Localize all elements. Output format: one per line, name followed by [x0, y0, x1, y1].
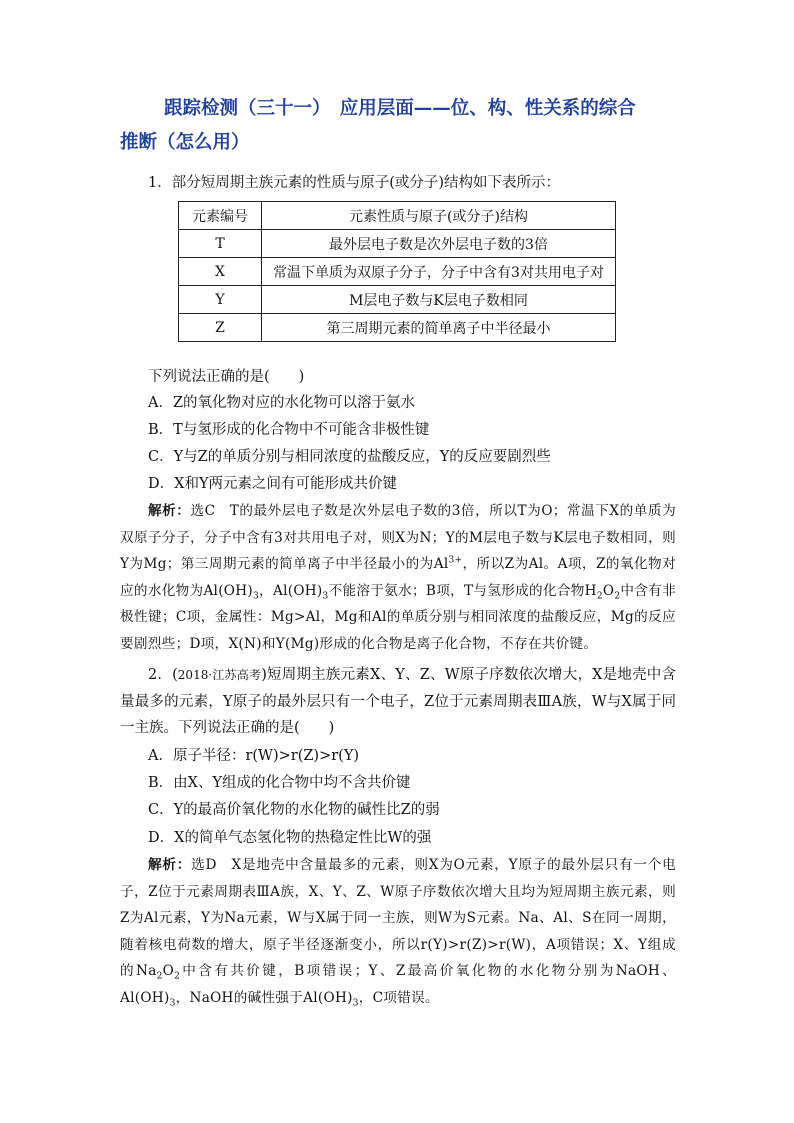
q1-stem: 1．部分短周期主族元素的性质与原子(或分子)结构如下表所示： — [148, 175, 561, 191]
table-header-row — [179, 202, 616, 230]
table-cell: M层电子数与K层电子数相同 — [262, 286, 616, 314]
q2-option-d: D．X的简单气态氢化物的热稳定性比W的强 — [148, 830, 432, 846]
table-cell: Z — [179, 314, 262, 342]
table-cell: 常温下单质为双原子分子，分子中含有3对共用电子对 — [262, 258, 616, 286]
question-source: 2018·江苏高考 — [177, 668, 262, 682]
explanation-label: 解析： — [148, 857, 192, 873]
element-table — [178, 201, 616, 342]
table-row — [179, 286, 616, 314]
title-line-2: 推断（怎么用） — [120, 132, 250, 153]
q1-option-a: A．Z的氧化物对应的水化物可以溶于氨水 — [148, 395, 416, 411]
table-row — [179, 314, 616, 342]
explanation-label: 解析： — [148, 503, 191, 519]
table-cell: 最外层电子数是次外层电子数的3倍 — [262, 230, 616, 258]
q1-option-c: C．Y与Z的单质分别与相同浓度的盐酸反应，Y的反应要剧烈些 — [148, 449, 551, 465]
table-cell: Y — [179, 286, 262, 314]
table-header: 元素编号 — [179, 202, 262, 230]
table-row — [179, 258, 616, 286]
table-cell: X — [179, 258, 262, 286]
q2-explanation: 解析：选D X是地壳中含量最多的元素，则X为O元素，Y原子的最外层只有一个电子，Z位于元素周期表ⅢA族，X、Y、Z、W原子序数依次增大且均为短周期主族元素，则Z为Al元素，Y为Na元素，W与X属于同一主族，则W为S元素。Na、Al、S在同一周期，随着核电荷数的增大，原子半径逐渐变小，所以r(Y)>r(Z)>r(W)，A项错误；X、Y组成的$Na_2O_2$中含有共价键，B项错误；Y、Z最高价氧化物的水化物分别为NaOH、$Al(OH)_3$，NaOH的碱性强于$Al(OH)_3$，C项错误。 — [120, 857, 677, 1009]
q1-prompt: 下列说法正确的是( ) — [148, 369, 305, 385]
page-title — [120, 92, 700, 160]
q1-option-b: B．T与氢形成的化合物中不可能含非极性键 — [148, 422, 430, 438]
table-cell: T — [179, 230, 262, 258]
q1-option-d: D．X和Y两元素之间有可能形成共价键 — [148, 476, 398, 492]
q2-option-b: B．由X、Y组成的化合物中均不含共价键 — [148, 775, 411, 791]
q2-option-c: C．Y的最高价氧化物的水化物的碱性比Z的弱 — [148, 802, 440, 818]
q2-stem: 2．(2018·江苏高考)短周期主族元素X、Y、Z、W原子序数依次增大，X是地壳中含量最多的元素，Y原子的最外层只有一个电子，Z位于元素周期表ⅢA族，W与X属于同一主族。下列说法正确的是( ) — [120, 667, 676, 736]
q2-option-a: A．原子半径：r(W)>r(Z)>r(Y) — [148, 748, 360, 764]
table-header: 元素性质与原子(或分子)结构 — [262, 202, 616, 230]
table-row — [179, 230, 616, 258]
q1-explanation: 解析：选C T的最外层电子数是次外层电子数的3倍，所以T为O；常温下X的单质为双原子分子，分子中含有3对共用电子对，则X为N；Y的M层电子数与K层电子数相同，则Y为Mg；第三周期元素的简单离子中半径最小的为$Al^{3+}$，所以Z为Al。A项，Z的氧化物对应的水化物为$Al(OH)_3$，$Al(OH)_3$不能溶于氨水；B项，T与氢形成的化合物$H_2O_2$中含有非极性键；C项，金属性：Mg>Al，Mg和Al的单质分别与相同浓度的盐酸反应，Mg的反应要剧烈些；D项，X(N)和Y(Mg)形成的化合物是离子化合物，不存在共价键。 — [120, 503, 676, 652]
title-line-1: 跟踪检测（三十一） 应用层面——位、构、性关系的综合 — [164, 98, 636, 119]
table-cell: 第三周期元素的简单离子中半径最小 — [262, 314, 616, 342]
